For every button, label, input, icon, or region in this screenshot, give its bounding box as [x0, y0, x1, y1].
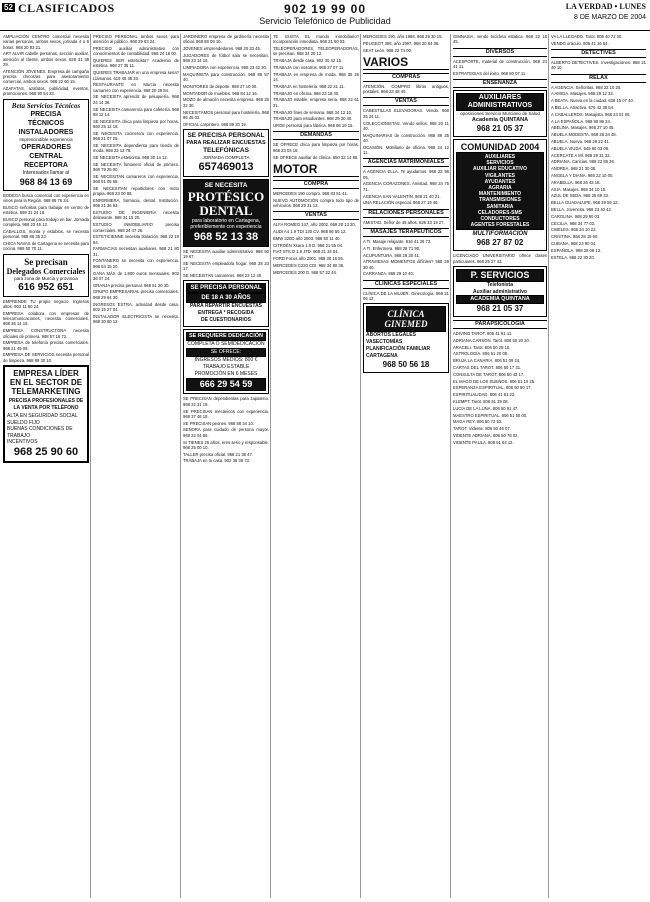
- offer-item: BUENAS CONDICIONES DE TRABAJO: [7, 426, 73, 439]
- classified-ad: EMPRESA colabora con empresas de telecomunicaciones, necesita comerciales. 968 35 14 15.: [3, 310, 89, 327]
- box-line: AUXILIARES: [484, 153, 516, 160]
- classified-ad: SE NECESITA chica para limpieza por horas. 660 25 12 18.: [93, 118, 179, 129]
- box-line: PLANIFICACIÓN FAMILIAR: [366, 346, 431, 353]
- classified-ad: EMPRESA CONSTRUCTORA necesita oficiales de primera. 968 57 16 72.: [3, 328, 89, 339]
- classified-ad: AGENCIA CORAZONES. Amistad. 968 24 75 71.: [363, 181, 449, 192]
- col4-sale-ads: [272, 222, 360, 275]
- dental-box: [183, 179, 269, 247]
- classified-ad: MOZO de almacén necesita empresa. 968 25 32 30.: [183, 97, 269, 108]
- classified-ad: PRECISO auxiliar administrativo con conocimientos de contabilidad. 968 24 18 00.: [93, 46, 179, 57]
- classified-ad: SE NECESITA empleado/a hogar. 968 28 23 17.: [183, 261, 269, 272]
- box-line: Auxiliar administrativo: [473, 288, 527, 295]
- classified-ad: ALFA ROMEO 147, año 2002. 669 20 13 20.: [273, 222, 356, 228]
- classified-ad: VENDO oráculo. 806 41 16 64.: [551, 40, 609, 46]
- box-line: PARA REALIZAR ENCUESTAS: [186, 139, 266, 146]
- box-line: CONDUCTORES: [480, 216, 520, 223]
- classified-ad: TRABAJA en empresa de moda. 968 35 26 14.: [273, 71, 359, 83]
- box-line: PARA REPARTIR ENCUESTAS: [189, 303, 263, 310]
- subcategory-heading: RELAX: [551, 74, 646, 83]
- classified-ad: AGENCIA SAN VALENTÍN. 968 21 40 21.: [363, 193, 441, 199]
- classified-ad: AZUL DE SEDA. 968 25 69 33.: [551, 193, 610, 199]
- classified-ad: SEAT León. 968 22 74 00.: [363, 47, 412, 53]
- col5-ads: [362, 34, 450, 53]
- classified-ad: ACERCATE A MÍ. 968 29 31 32.: [551, 152, 611, 158]
- box-line: PRECISA: [30, 110, 62, 118]
- box-line: AUXILIAR EDUCATIVO: [472, 166, 528, 173]
- classified-ad: TRABAJA desde casa. 902 30 42 15.: [273, 58, 343, 64]
- subcategory-heading: DETECTIVES: [551, 49, 646, 58]
- column-7: [550, 34, 647, 898]
- box-line: VIGILANTES: [484, 172, 515, 179]
- newspaper-name: LA VERDAD • LUNES: [565, 2, 646, 11]
- classified-ad: NUEVO AUTOMOCIÓN compra todo tipo de vehículos. 968 29 31 13.: [273, 197, 359, 208]
- offer-item: ALTA EN SEGURIDAD SOCIAL: [7, 413, 78, 419]
- classified-ad: LICENCIADO UNIVERSITARIO ofrece clases particulares. 968 25 27 43.: [453, 253, 547, 264]
- box-phone: 968 84 13 69: [19, 176, 73, 187]
- classified-ad: A AGENCIA. Señoritas. 968 22 10 20.: [551, 84, 622, 90]
- col1-ads: [2, 34, 90, 97]
- classified-ad: TRABAJO en oficina. 968 23 18 40.: [273, 90, 340, 96]
- services-box: [453, 266, 547, 317]
- col5-buy-ads: [362, 84, 450, 95]
- box-phone: 968 21 05 37: [476, 123, 524, 133]
- classified-ad: FONTANERO se necesita con experiencia. 968 64 15 20.: [93, 258, 179, 269]
- classified-ad: SE OFRECE chica para limpieza por horas. 968 23 03 18.: [273, 142, 359, 153]
- classified-ad: A BELLA. Atractiva. 676 42 39 54.: [551, 105, 615, 111]
- classified-ad: TRABAJA en hostelería. 968 22 31 11.: [273, 83, 345, 89]
- classified-ad: URGE personal para fábrica. 968 86 19 15.: [273, 123, 354, 129]
- subcategory-heading: VENTAS: [273, 211, 359, 220]
- box-org: Academia QUINTANA: [471, 116, 529, 123]
- box-title: EMPRESA LÍDER EN EL SECTOR DE TELEMARKETING: [9, 369, 83, 396]
- col5-clinic-ads: [362, 291, 450, 302]
- box-line: TELEFÓNICAS: [203, 146, 249, 154]
- box-subtitle: Delegados Comerciales: [6, 266, 86, 276]
- classified-ad: ADRIANA CARSON. Tarot. 806 50 20 20.: [453, 337, 530, 343]
- col6-misc-ads: [452, 59, 548, 76]
- subcategory-heading: COMPRAS: [363, 73, 449, 82]
- column-3: [182, 34, 271, 898]
- classified-ad: ABUELA MODESTA. 968 28 34 48.: [551, 132, 617, 138]
- classified-ad: CRISTINA. 968 28 15 60.: [551, 234, 599, 240]
- col5-agency-ads: [362, 169, 450, 205]
- box-line: Imprescindible experiencia: [19, 136, 73, 142]
- box-org: ACADEMIA QUINTANA: [456, 295, 544, 304]
- box-line: Interesados llamar al: [22, 169, 70, 176]
- box-line: MANTENIMIENTO: [478, 191, 522, 198]
- classified-ad: MAQUINISTA para construcción. 968 86 57 40.: [183, 71, 269, 83]
- classified-ad: MAQUINARIAS de construcción. 968 89 25 40.: [363, 132, 449, 143]
- category-heading: DEMANDAS: [273, 131, 359, 140]
- box-line: ABORTOS LEGALES: [366, 332, 416, 339]
- box-phone: 666 29 54 59: [186, 378, 266, 391]
- box-subtitle: PROTÉSICO DENTAL: [187, 188, 265, 218]
- box-line: AGENTES FORESTALES: [470, 222, 530, 229]
- col3-ads: [182, 34, 270, 127]
- classified-ad: SE OFRECE auxiliar de clínica. 650 32 14 88.: [273, 154, 359, 160]
- box-line: INSTALADORES: [18, 128, 74, 136]
- classified-ad: ENFERMERA, farmacia, dental. Institución. 968 21 36 63.: [93, 198, 179, 209]
- col2-ads: [92, 34, 180, 324]
- classified-ad: SE NECESITAN camareros. 968 23 12 40.: [183, 273, 263, 279]
- classified-ad: ESPAÑOLA. 968 28 08 13.: [551, 247, 602, 253]
- classified-ad: SE PRECISAN dependientas para zapatería. 968 22 31 19.: [183, 396, 269, 407]
- classified-ad: MAGA REY. 806 50 72 53.: [453, 419, 503, 425]
- classified-ad: VIDENTE PAULA. 806 51 64 12.: [453, 439, 514, 445]
- classified-ad: MERCEDES C220 CDI. 968 34 80 36.: [273, 263, 345, 269]
- classified-ad: CABALLOS, monta y establos, se necesita personal. 968 86 35 23.: [3, 229, 89, 240]
- classified-ad: FORD Focus año 2001. 968 30 15 55.: [273, 256, 344, 262]
- classified-ad: BMW 320D año 2003. 968 50 11 40.: [273, 235, 341, 241]
- classified-ad: ATRAVIESAS MOMENTOS difíciles? 968 29 30 40.: [363, 259, 449, 270]
- box-subtitle: GINEMED: [384, 319, 428, 330]
- box-line: TRANSMISIONES: [479, 197, 521, 204]
- classified-ad: ABELINA. Masajes. 968 27 10 45.: [551, 125, 615, 131]
- subcategory-heading: COMPRA: [273, 180, 359, 189]
- classified-ad: EL MAGO DE LOS SUEÑOS. 806 51 10 25.: [453, 378, 536, 384]
- classified-ad: PEUGEOT 306, año 1997. 968 20 84 36.: [363, 40, 440, 46]
- classified-ad: JÓVENES emprendedores. 968 20 33 45.: [183, 46, 261, 52]
- box-line: VASECTOMÍAS: [366, 339, 403, 346]
- box-title: AUXILIARES ADMINISTRATIVOS: [456, 93, 544, 111]
- subcategory-heading: MASAJES TERAPÉUTICOS: [363, 228, 449, 237]
- classified-ad: CUBANA. 968 23 90 04.: [551, 241, 597, 247]
- classified-ad: KLEMPT. Tarot. 806 51 39 08.: [453, 398, 509, 404]
- ginemed-box: [363, 303, 449, 373]
- classified-ad: CABESTILLAS ELEVADORAS. Vendo. 968 35 24 11.: [363, 108, 449, 119]
- subcategory-heading: RELACIONES PERSONALES: [363, 209, 449, 218]
- box-phone: 968 21 05 37: [476, 304, 524, 314]
- classified-ad: INGRESOS EXTRA, actividad desde casa. 902 15 27 04.: [93, 301, 179, 312]
- classified-ad: ABUELA. Nueva. 968 29 22 41.: [551, 139, 610, 145]
- delegates-box: [3, 254, 89, 297]
- box-line: SE OFRECE:: [186, 348, 266, 357]
- classified-ad: TRABAJO fines de semana. 968 34 12 10.: [273, 109, 353, 115]
- classified-ad: EMPRESA de telefonía precisa comerciales. 968 21 49 09.: [3, 340, 89, 351]
- classified-ad: NECESITAMOS personal para hostelería. 968 86 45 02.: [183, 109, 269, 120]
- classified-ad: ABUELA VIUDA. 649 60 03 08.: [551, 145, 610, 151]
- box-phone: 968 27 87 02: [476, 238, 524, 248]
- box-subtitle: PRECISA PROFESIONALES DE LA VENTA POR TELÉFONO: [8, 398, 84, 411]
- page-header: [0, 0, 650, 31]
- classified-ad: QUIERES TRABAJAR en una empresa seria? Llámanos. 619 48 36 20.: [93, 70, 179, 81]
- box-title: P. SERVICIOS: [456, 269, 544, 282]
- classified-ad: SEÑORA para cuidado de persona mayor. 968 22 04 66.: [183, 427, 269, 438]
- classified-ad: FARMACIAS necesitan auxiliares. 968 21 80 31.: [93, 246, 179, 257]
- column-4: [272, 34, 361, 898]
- classified-ad: SE NECESITAN repartidores con moto propia. 968 23 00 88.: [93, 185, 179, 197]
- box-line: SANITARIA: [486, 203, 514, 210]
- classified-ad: MONITORES de deporte. 968 27 10 00.: [183, 83, 258, 89]
- classified-ad: ESPERANZA ESPIRITUAL. 806 50 80 17.: [453, 385, 532, 391]
- classified-ad: GRANJA precisa personal. 968 61 20 30.: [93, 282, 170, 288]
- classified-ad: GANA MÁS de 1.800 euros mensuales. 902 36 07 24.: [93, 270, 179, 281]
- subcategory-heading: PARAPSICOLOGÍA: [453, 320, 547, 329]
- box-title: SE PRECISA PERSONAL: [187, 131, 265, 139]
- box-title: COMUNIDAD 2004: [460, 141, 540, 152]
- classified-ad: ACESPORTE, material de construcción. 968 24 41 11.: [453, 58, 547, 69]
- classified-ad: FIAT STILO 1.9 JTD. 968 21 34 04.: [273, 249, 339, 255]
- column-2: [92, 34, 181, 898]
- classified-ad: ESTUDIO INMOBILIARIO precisa comerciales. 968 24 47 26.: [93, 222, 179, 233]
- classified-ad: BELLA. Jovencita. 968 23 40 42.: [551, 207, 612, 213]
- classified-ad: CONSULTA DE TAROT. 806 50 43 17.: [453, 371, 525, 377]
- classified-ad: ANGELA Y DIANA. 968 22 10 00.: [551, 173, 614, 179]
- subcategory-heading: AGENCIAS MATRIMONIALES: [363, 158, 449, 167]
- box-text: para zona de Murcia y provincia: [14, 275, 78, 281]
- column-5: [362, 34, 451, 898]
- classified-ad: CIBELES. 968 34 10 22.: [551, 227, 597, 233]
- classified-ad: CLÍNICA DE LA MUJER. Ginecología. 968 21 06 12.: [363, 290, 449, 302]
- section-title: CLASIFICADOS: [18, 1, 115, 15]
- col5-relations-ads: [362, 220, 450, 225]
- box-line: DE CUESTIONARIOS: [200, 317, 251, 324]
- classified-ad: SE PRECISAN peones. 968 88 34 10.: [183, 420, 254, 426]
- classified-ad: ESTELA. 968 22 30 20.: [551, 254, 595, 260]
- classified-ad: A TI. Enfermera. 968 28 71 90.: [363, 245, 421, 251]
- classified-ad: RESTAURANTE en Murcia necesita camarero con experiencia. 968 20 29 84.: [93, 82, 179, 93]
- classified-ad: LUCÍA DE LA LUNA. 806 50 91 47.: [453, 405, 519, 411]
- col4-demand-ads: [272, 142, 360, 159]
- classified-ad: CARTAS DEL TAROT. 806 50 17 31.: [453, 365, 522, 370]
- offer-item: SUELDO FIJO: [7, 419, 40, 426]
- classified-ad: ART ALVIR cabelle personas, sección auxiliar, atención al cliente, ambos sexos. 628 31 38 29.: [3, 51, 89, 67]
- classified-ad: A LA ESPAÑOLA. 968 90 86 24.: [551, 118, 611, 124]
- classified-ad: ASIA. Masajes. 968 34 10 15.: [551, 186, 607, 192]
- box-phone: 968 52 13 38: [193, 230, 259, 243]
- classified-ad: JUGADORES de fútbol sala se necesitan. 968 23 14 16.: [183, 52, 269, 64]
- classified-ad: BELLA GUADALUPE. 968 29 59 12.: [551, 200, 619, 206]
- classified-ad: MERCEDES 190 compro. 968 83 51 41.: [273, 190, 348, 196]
- col5-massage-ads: [362, 239, 450, 277]
- box-line: COMPLETA O SEMIDEDICACIÓN: [187, 341, 265, 348]
- classified-ad: TRABAJA con nosotros. 968 27 07 11.: [273, 64, 345, 70]
- box-line: OPERADORES CENTRAL: [21, 143, 71, 160]
- classified-ad: COLECCIONISTAS. Vendo sellos. 968 20 11 40.: [363, 120, 449, 131]
- classified-ad: ACUPUNTURA. 968 29 30 41.: [363, 252, 421, 258]
- requirements-box: [183, 329, 269, 394]
- box-line: CELADORES-SMS: [478, 209, 522, 216]
- classified-ad: A TI. Masaje relajante. 616 41 26 73.: [363, 238, 432, 244]
- classified-ad: A AMIGA. Masajes. 968 29 12 33.: [551, 91, 614, 97]
- box-offers: [7, 413, 85, 446]
- beta-services-box: [3, 99, 89, 191]
- box-org: MULTIFORMACIÓN: [472, 231, 528, 238]
- box-line: TRABAJO ESTABLE: [202, 364, 250, 371]
- col6-ads: [452, 34, 548, 45]
- classified-ad: A CABALLEROS. Masajista. 968 24 01 08.: [551, 111, 631, 117]
- box-title: Se precisan: [24, 256, 68, 267]
- classified-ad: LIMPIADORA con experiencia. 968 23 42 20.: [183, 64, 268, 70]
- classified-ad: GIMNASIA, vendo bicicleta estática. 968 22 16 45.: [453, 34, 547, 45]
- category-heading: VARIOS: [363, 56, 449, 70]
- classified-ad: SE NECESITA auxiliar administrativo. 968 50 19 67.: [183, 248, 269, 260]
- column-1: [2, 34, 91, 898]
- box-phone: 657469013: [198, 160, 254, 173]
- subcategory-heading: CLÍNICAS ESPECIALES: [363, 280, 449, 289]
- col6-parapsychology-ads: [452, 331, 548, 445]
- classified-ad: AZAFATAS, azafatos, publicidad, eventos, promociones. 968 90 54 33.: [3, 86, 89, 97]
- classified-ad: OCASIÓN. Mobiliario de oficina. 968 24 12 11.: [363, 144, 449, 156]
- box-phone: 616 952 651: [18, 281, 74, 293]
- classified-ad: ANDREA. 968 21 30 08.: [551, 166, 597, 172]
- classified-ad: ATENCIÓN JÓVENES: Empresa de campaña precisa chicos/as para asesoramiento comercial, ambos sexos. 968 22 60 15.: [3, 68, 89, 85]
- advertising-phone: 902 19 99 00: [283, 2, 367, 16]
- classified-ad: VIDENTE ADRIANA. 806 50 76 02.: [453, 432, 519, 438]
- box-line: PROMOCIÓN EN 6 MESES: [194, 371, 258, 378]
- classified-ad: MERCEDES 190, año 1988. 968 29 30 15.: [363, 34, 443, 39]
- classified-ad: TRABAJA en tu casa. 902 36 38 73.: [183, 458, 251, 464]
- classified-ad: JARDINERO empresa de jardinería necesita oficial. 968 88 09 10.: [183, 34, 269, 45]
- offer-item: INCENTIVOS: [7, 439, 38, 445]
- col6-teaching-ads: [452, 253, 548, 264]
- classified-ad: SE PRECISAN mecánicos con experiencia. 968 37 46 18.: [183, 408, 269, 419]
- classified-ad: TE GUSTA EL mundo inmobiliario? Incorporación inmediata. 968 21 60 03.: [273, 34, 359, 45]
- classified-ad: MERCEDES 200 D. 968 57 32 44.: [273, 269, 338, 275]
- col3-ads-2: [182, 396, 270, 463]
- box-title: SE NECESITA: [204, 181, 248, 189]
- classified-ad: INSTALADOR ELECTRICISTA se necesita. 968 30 60 12.: [93, 313, 179, 324]
- classified-ad: UNA RELACIÓN especial. 968 27 19 46.: [363, 200, 439, 206]
- telemarketing-box: [3, 365, 89, 463]
- classified-ad: CECILIA. 968 34 77 02.: [551, 220, 596, 226]
- col7-relax-ads: [550, 85, 647, 260]
- classified-ad: ESTETICIENNE necesita titulación. 968 22 19 84.: [93, 234, 179, 245]
- subcategory-heading: DIVERSOS: [453, 48, 547, 57]
- col7-ads: [550, 34, 647, 46]
- box-text: para laboratorio en Cartagena, preferiblemente con experiencia: [190, 217, 262, 231]
- classified-ad: QUIERES SER esteticista? Academia de estética. 968 27 35 11.: [93, 58, 179, 69]
- classified-ad: PRECISO PERSONAL ambos sexos para atención al público. 968 29 63 24.: [93, 34, 179, 45]
- classified-ad: VA LA LLEGADO. Tarot. 806 40 72 20.: [551, 34, 623, 39]
- classified-ad: SE NECESITA dependienta para tienda de moda. 968 23 12 78.: [93, 142, 179, 154]
- classified-ad: MONTADOR de muebles. 968 84 12 15.: [183, 90, 258, 96]
- box-line: INGRESOS MEDIOS: 800 €: [194, 357, 258, 364]
- classified-ad: ADIVINO TAROT. 806 41 81 11.: [453, 331, 513, 337]
- category-heading: MOTOR: [273, 163, 359, 177]
- classified-ad: TALLER precisa oficial. 968 21 38 47.: [183, 451, 253, 457]
- classified-ad: ESTUDIO DE INGENIERÍA necesita delineante. 968 34 15 20.: [93, 210, 179, 221]
- col7-detective-ads: [550, 60, 647, 71]
- box-line: JORNADA COMPLETA: [202, 154, 250, 160]
- advertising-service: Servicio Telefónico de Publicidad: [259, 16, 391, 26]
- classified-ad: EMPRESA DE SERVICIOS necesita personal de limpieza. 968 89 30 10.: [3, 352, 89, 363]
- classified-ad: SE NECESITA aprendiz de peluquería. 968 24 14 38.: [93, 94, 179, 105]
- classified-ad: TRABAJO estable, empresa seria. 968 22 61 31.: [273, 97, 359, 108]
- box-line: TÉCNICOS: [27, 119, 65, 127]
- classified-ad: TRABAJO para estudiantes. 968 29 30 40.: [273, 116, 353, 122]
- box-line: ENTREGA * RECOGIDA: [198, 310, 254, 317]
- column-6: [452, 34, 549, 898]
- classified-ad: CAROLINA. 968 29 50 03.: [551, 213, 601, 219]
- subcategory-heading: VENTAS: [363, 97, 449, 106]
- classified-ad: OFICIAL carpintero. 968 89 20 19.: [183, 121, 247, 127]
- classified-ad: ESTRATEGIAS del éxito. 968 80 07 11.: [453, 70, 527, 76]
- community-2004-box: [453, 139, 547, 251]
- classified-ad: AMPLIACIÓN CENTRO comercial necesita varias personas, ambos sexos, jornada 4 u 8 horas. 968 20 93 21.: [3, 34, 89, 50]
- classified-ad: AMISTAD. Señor de 45 años. 626 33 19 27.: [363, 219, 445, 225]
- classified-ad: TELEOPERADORES, TELEOPERADORAS, se precisan. 968 34 20 12.: [273, 46, 359, 57]
- col4-buy-ads: [272, 191, 360, 208]
- classified-ad: SE NECESITA cocinero/a con experiencia. 968 21 07 25.: [93, 130, 179, 142]
- box-title: SE REQUIERE DEDICACIÓN: [186, 332, 266, 341]
- classified-ad: ADRIANA. Caricias. 968 22 86 36.: [551, 159, 616, 165]
- classified-ad: EMPRENDE TU propio negocio. Ingresos altos. 902 11 60 24.: [3, 298, 89, 310]
- admin-assistants-box: [453, 90, 547, 137]
- classified-ad: SI TIENES 25 años, eres serio y responsable. 968 25 00 10.: [183, 439, 269, 450]
- box-line: Telefonista: [486, 282, 514, 289]
- classified-ad: ESPIRITUALIDAD. 806 41 81 22.: [453, 392, 516, 398]
- classified-ad: ARABELLA. 968 26 43 18.: [551, 179, 601, 185]
- classified-ad: BODEGA busca comercial con experiencia en vinos para la Región. 968 88 76 34.: [3, 192, 89, 204]
- box-text: oposiciones Servicio Murciano de Salud: [460, 110, 540, 116]
- staff-box: [183, 280, 269, 327]
- classified-ad: ATENCIÓN. COMPRO libros antiguos, postales. 968 23 48 40.: [363, 83, 449, 95]
- classified-ad: SE NECESITA fontanero oficial de primera. 968 79 25 00.: [93, 161, 179, 173]
- box-subtitle: DE 18 A 30 AÑOS: [186, 293, 266, 303]
- box-phone: 968 25 90 60: [13, 445, 79, 458]
- classified-ad: SE NECESITA esteticista. 968 30 14 12.: [93, 154, 168, 160]
- issue-date: 8 DE MARZO DE 2004: [574, 14, 646, 21]
- classified-ad: CITROËN Xsara 1.9 D. 968 21 55 04.: [273, 242, 344, 248]
- col5-sale-ads: [362, 108, 450, 155]
- box-title: CLÍNICA: [387, 309, 425, 320]
- box-title: SE PRECISA PERSONAL: [186, 283, 266, 293]
- subcategory-heading: ENSEÑANZA: [453, 79, 547, 88]
- classified-ad: CARRANZA. 968 29 10 40.: [363, 271, 414, 277]
- classified-ad: CHICA NAVAS de Cartagena se necesita para cocina. 968 50 70 11.: [3, 241, 89, 252]
- classified-ad: MAESTRO ESPIRITUAL. 806 51 50 00.: [453, 412, 528, 418]
- classified-ad: SE NECESITA camarero/a para cafetería. 968 88 12 14.: [93, 106, 179, 117]
- classified-ad: BRUJA LA CANARIA. 806 51 09 24.: [453, 358, 521, 364]
- classified-ad: A BEATA. Nueva en la ciudad. 638 15 07 40.: [551, 98, 634, 104]
- box-line: CARTAGENA: [366, 353, 398, 360]
- surveys-box: [183, 129, 269, 177]
- col4-ads: [272, 34, 360, 128]
- classified-ad: AUDI A4 1.9 TDI 130 CV. 968 86 55 12.: [273, 229, 347, 235]
- classified-ad: BUSCO señoritas para trabajar en centro de estética. 669 31 24 18.: [3, 204, 89, 216]
- classified-ad: ASTROLOGÍA. 806 51 20 08.: [453, 351, 509, 357]
- box-line: AYUDANTES: [484, 178, 516, 185]
- classified-ad: SE NECESITAN camareros con experiencia. 968 51 05 68.: [93, 173, 179, 185]
- classified-ad: BUSCO personal para trabajo en bar. Jornada completa. 968 23 45 12.: [3, 216, 89, 228]
- classified-ad: ARACELI. Tarot. 806 50 28 10.: [453, 344, 511, 350]
- classified-ad: TAROT. Vidente. 806 50 46 07.: [453, 426, 511, 432]
- box-title: Beta Servicios Técnicos: [11, 101, 81, 110]
- classified-ad: GRUPO EMPRESARIAL precisa comerciales. 968 29 64 30.: [93, 289, 179, 300]
- page-number: 52: [4, 3, 13, 12]
- box-line: AGRARIA: [488, 185, 512, 191]
- classified-ad: A AGENCIA ELLA. Te ayudamos. 968 22 98 05.: [363, 169, 449, 180]
- box-line: SERVICIOS: [486, 160, 514, 167]
- box-line: RECEPTORA: [24, 161, 68, 169]
- box-phone: 968 50 56 18: [382, 360, 430, 370]
- classified-ad: ALBERTO DETECTIVES. Investigaciones. 968 21 40 10.: [551, 60, 646, 71]
